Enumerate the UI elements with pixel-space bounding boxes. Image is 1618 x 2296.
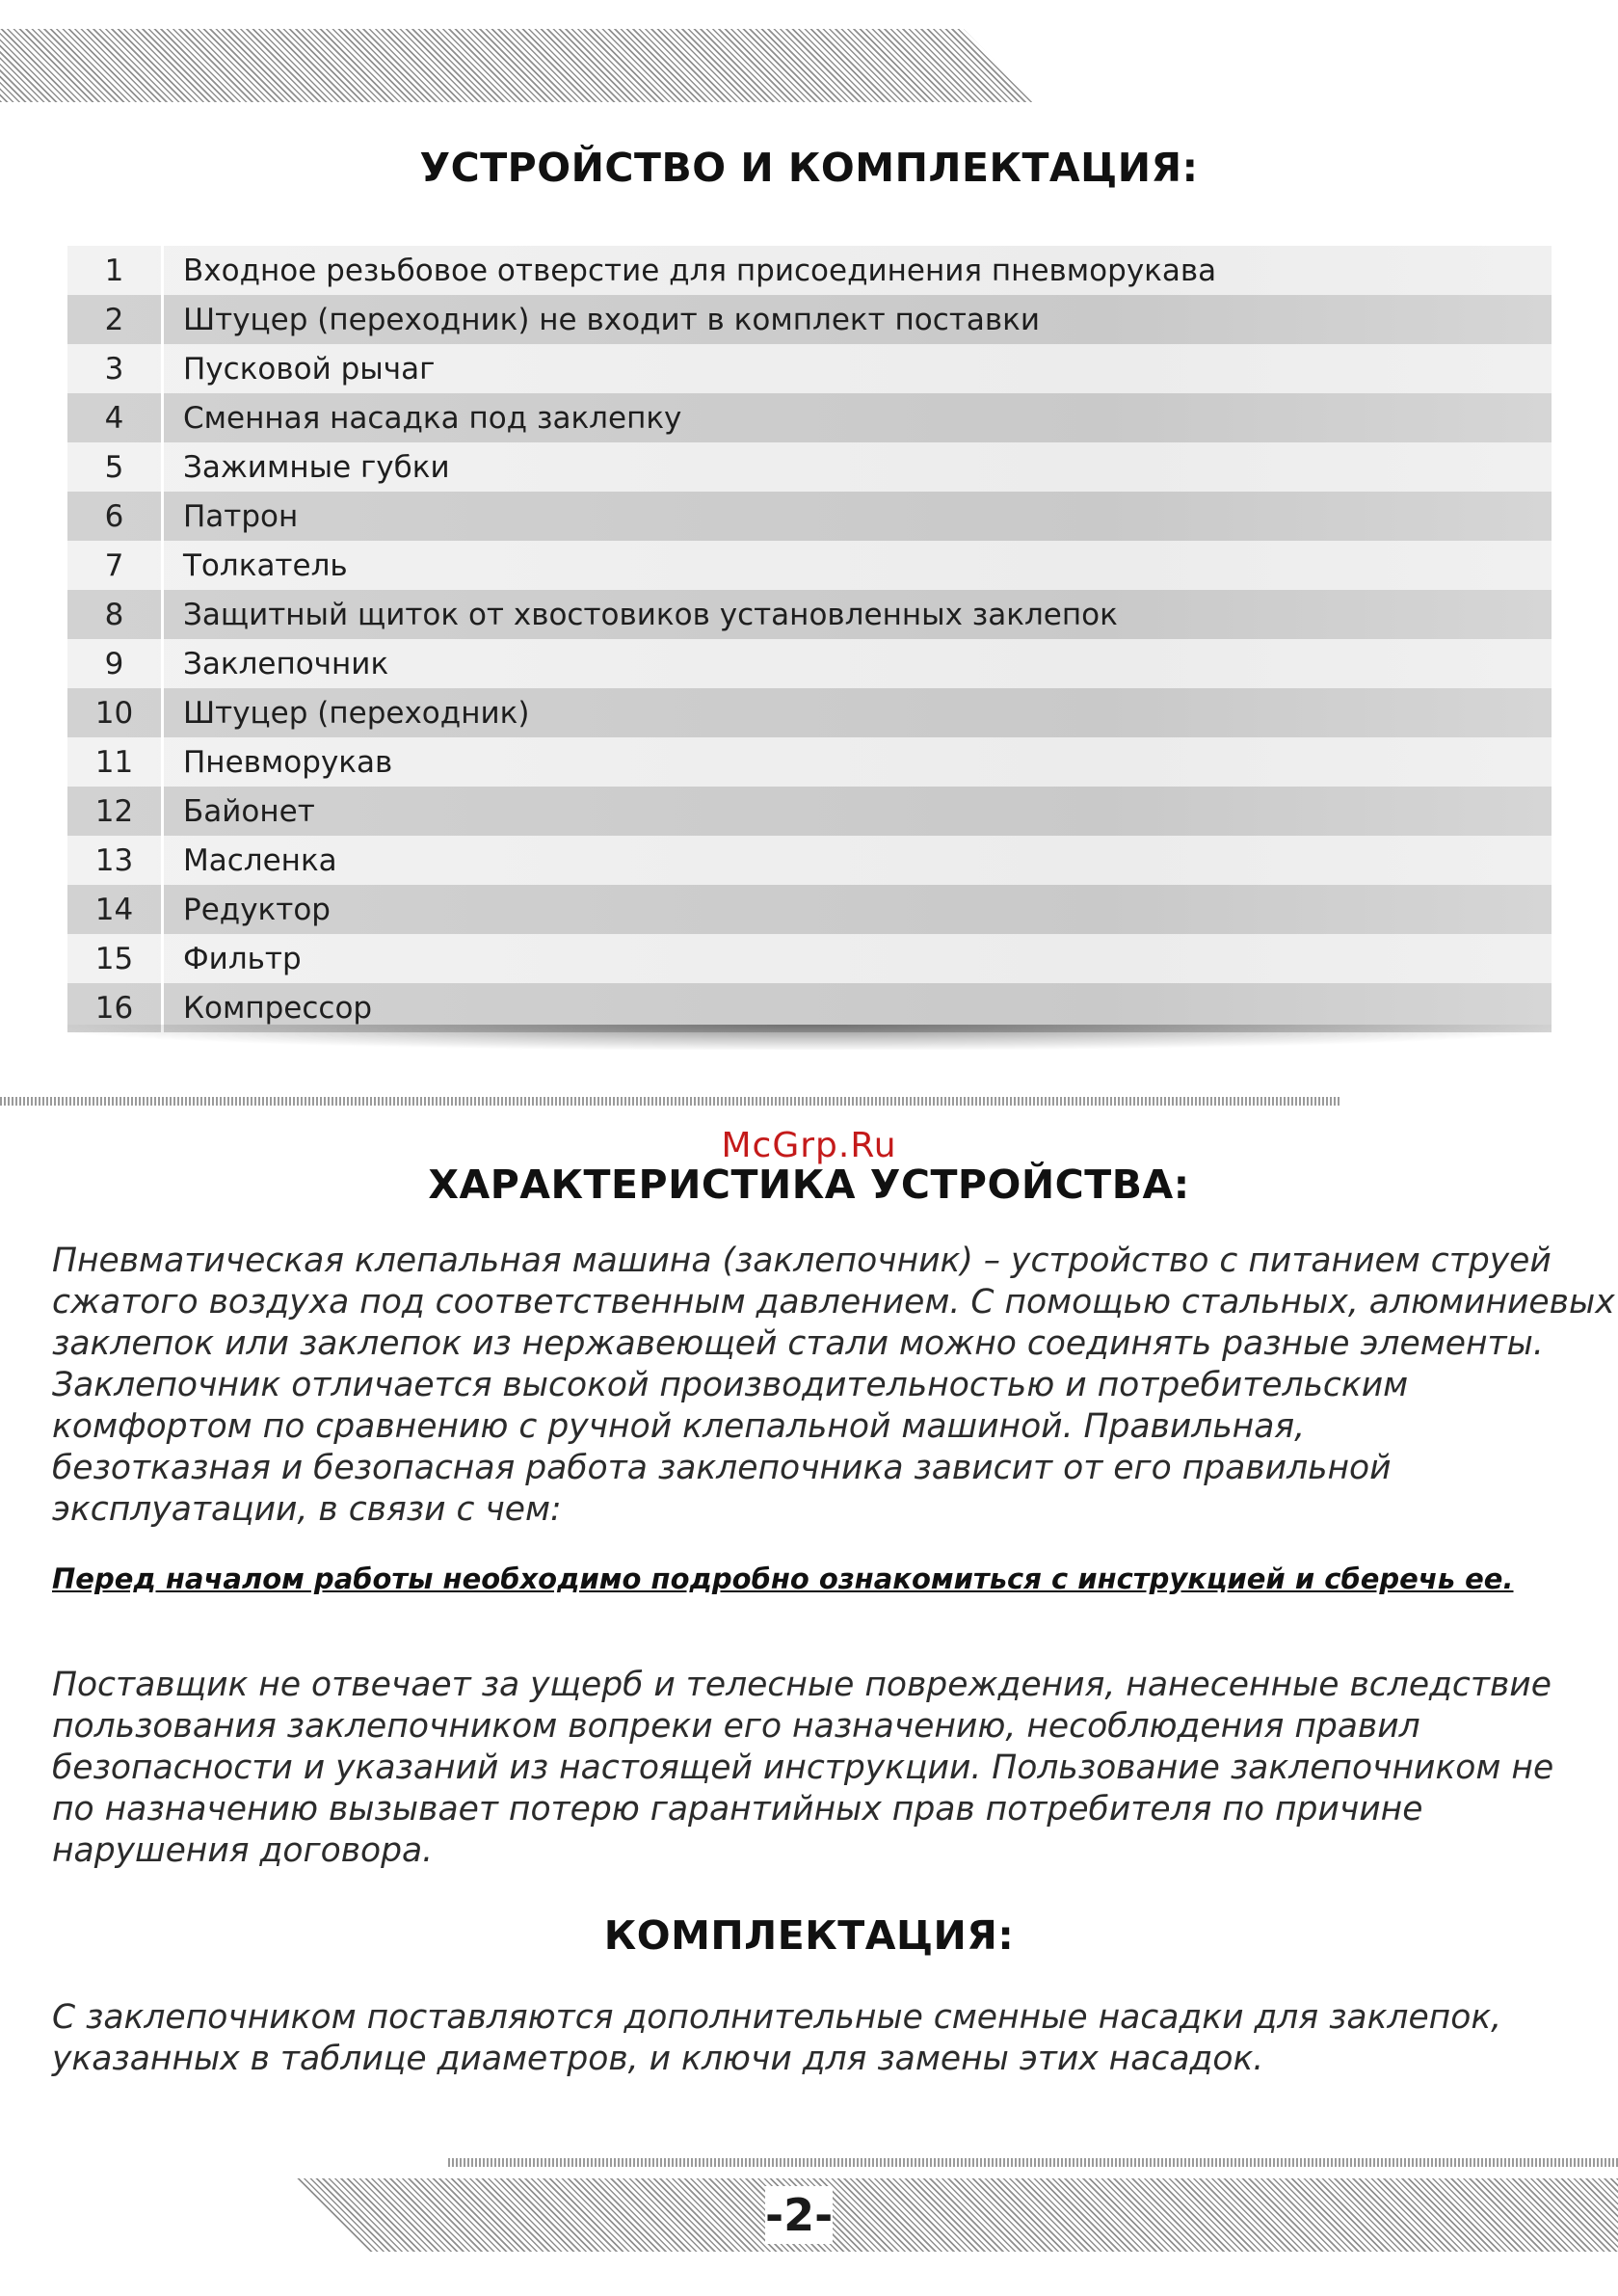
dotted-divider-bottom — [448, 2158, 1618, 2167]
row-number: 5 — [67, 442, 164, 492]
section-title-characteristics: ХАРАКТЕРИСТИКА УСТРОЙСТВА: — [428, 1161, 1190, 1208]
table-row — [67, 590, 1552, 639]
paragraph-line: по назначению вызывает потерю гарантийных прав потребителя по причине — [52, 1790, 1423, 1829]
row-number: 14 — [67, 885, 164, 934]
paragraph-line: нарушения договора. — [52, 1831, 434, 1870]
warning-text: Перед началом работы необходимо подробно ознакомиться с инструкцией и сберечь ее. — [52, 1562, 1514, 1595]
row-number: 9 — [67, 639, 164, 688]
table-row — [67, 492, 1552, 541]
table-row — [67, 688, 1552, 737]
dotted-divider — [0, 1097, 1339, 1106]
kit-paragraph — [52, 1997, 1594, 2080]
table-row — [67, 442, 1552, 492]
table-row — [67, 541, 1552, 590]
row-number: 10 — [67, 688, 164, 737]
bottom-decorative-band — [297, 2178, 1618, 2252]
row-number: 3 — [67, 344, 164, 393]
row-number: 16 — [67, 983, 164, 1032]
paragraph-line: сжатого воздуха под соответственным давлением. С помощью стальных, алюминиевых — [52, 1283, 1615, 1322]
paragraph-line: безопасности и указаний из настоящей инструкции. Пользование заклепочником не — [52, 1749, 1554, 1787]
paragraph-line: пользования заклепочником вопреки его назначению, несоблюдения правил — [52, 1707, 1420, 1746]
row-label: Штуцер (переходник) не входит в комплект поставки — [183, 302, 1041, 337]
table-row — [67, 344, 1552, 393]
row-number: 13 — [67, 836, 164, 885]
paragraph-line: заклепок или заклепок из нержавеющей стали можно соединять разные элементы. — [52, 1324, 1544, 1363]
table-row — [67, 393, 1552, 442]
row-label: Зажимные губки — [183, 449, 450, 485]
paragraph-line: указанных в таблице диаметров, и ключи для замены этих насадок. — [52, 2040, 1264, 2078]
row-label: Пусковой рычаг — [183, 351, 436, 387]
table-shadow — [67, 1025, 1552, 1050]
paragraph-line: Заклепочник отличается высокой производительностью и потребительским — [52, 1366, 1409, 1404]
table-row — [67, 246, 1552, 295]
row-number: 8 — [67, 590, 164, 639]
section-title-device: УСТРОЙСТВО И КОМПЛЕКТАЦИЯ: — [419, 145, 1199, 191]
paragraph-line: Пневматическая клепальная машина (заклепочник) – устройство с питанием струей — [52, 1241, 1552, 1280]
row-number: 12 — [67, 787, 164, 836]
section-title-kit: КОМПЛЕКТАЦИЯ: — [603, 1912, 1015, 1959]
page-number: -2- — [765, 2186, 833, 2244]
row-label: Масленка — [183, 842, 337, 878]
row-label: Компрессор — [183, 990, 373, 1026]
row-label: Сменная насадка под заклепку — [183, 400, 682, 436]
parts-table — [67, 246, 1552, 1032]
liability-paragraph — [52, 1665, 1594, 1872]
row-number: 4 — [67, 393, 164, 442]
row-number: 7 — [67, 541, 164, 590]
row-number: 2 — [67, 295, 164, 344]
row-label: Заклепочник — [183, 646, 389, 681]
paragraph-line: безотказная и безопасная работа заклепочника зависит от его правильной — [52, 1449, 1392, 1487]
row-label: Редуктор — [183, 892, 331, 927]
row-label: Штуцер (переходник) — [183, 695, 530, 731]
top-decorative-band — [0, 29, 1036, 102]
paragraph-line: Поставщик не отвечает за ущерб и телесные повреждения, нанесенные вследствие — [52, 1666, 1552, 1704]
paragraph-line: С заклепочником поставляются дополнительные сменные насадки для заклепок, — [52, 1998, 1502, 2037]
row-label: Патрон — [183, 498, 299, 534]
table-row — [67, 836, 1552, 885]
row-label: Фильтр — [183, 941, 302, 976]
table-row — [67, 639, 1552, 688]
row-label: Байонет — [183, 793, 315, 829]
table-row — [67, 934, 1552, 983]
row-label: Защитный щиток от хвостовиков установленных заклепок — [183, 597, 1118, 632]
watermark: McGrp.Ru — [721, 1126, 897, 1165]
table-row — [67, 885, 1552, 934]
paragraph-line: комфортом по сравнению с ручной клепальной машиной. Правильная, — [52, 1407, 1306, 1446]
table-row — [67, 737, 1552, 787]
row-number: 6 — [67, 492, 164, 541]
row-label: Толкатель — [183, 547, 348, 583]
row-number: 11 — [67, 737, 164, 787]
row-label: Пневморукав — [183, 744, 393, 780]
row-number: 15 — [67, 934, 164, 983]
table-row — [67, 295, 1552, 344]
row-number: 1 — [67, 246, 164, 295]
row-label: Входное резьбовое отверстие для присоединения пневморукава — [183, 253, 1217, 288]
table-row — [67, 787, 1552, 836]
description-paragraph — [52, 1241, 1615, 1531]
paragraph-line: эксплуатации, в связи с чем: — [52, 1490, 562, 1529]
